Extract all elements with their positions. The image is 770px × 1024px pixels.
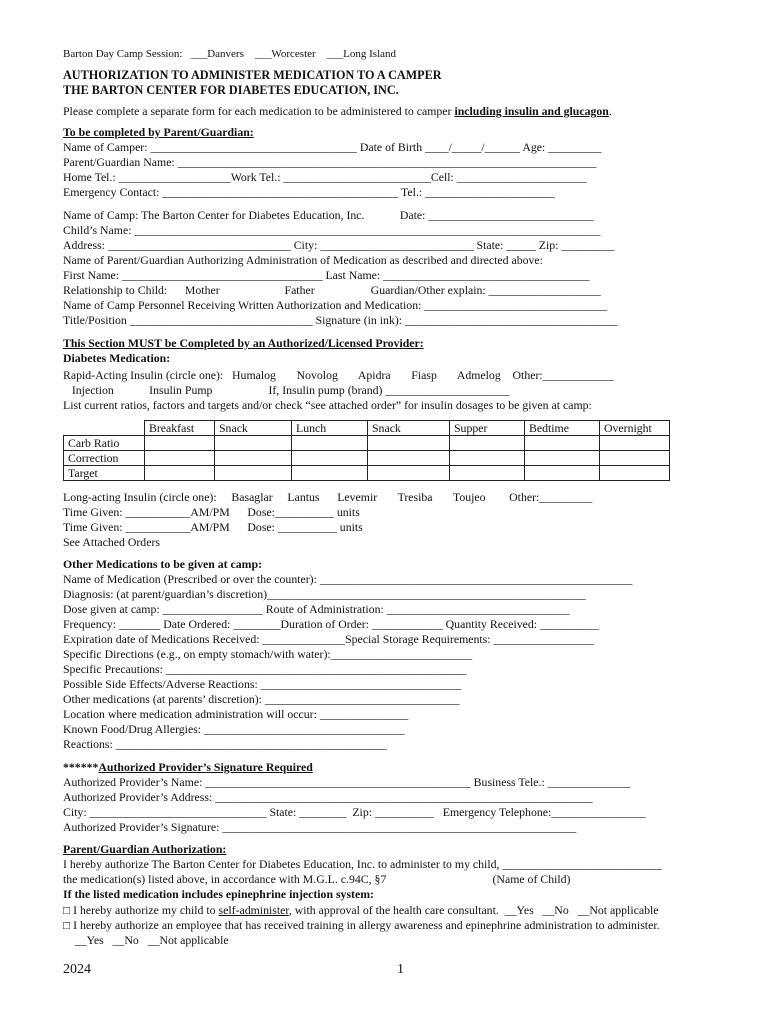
table-cell[interactable] bbox=[525, 451, 600, 466]
camper-name-line: Name of Camper: ___________________________________ Date of Birth ____/_____/______ Age: _________ bbox=[63, 140, 602, 154]
expiration-storage-line: Expiration date of Medications Received: ______________Special Storage Requirements: _________________ bbox=[63, 632, 594, 646]
child-name-line: Child’s Name: _______________________________________________________________________________ bbox=[63, 223, 601, 237]
diabetes-medication-header: Diabetes Medication: bbox=[63, 351, 171, 365]
employee-administer-option[interactable]: □ I hereby authorize an employee that has received training in allergy awareness and epinephrine administration to administer. bbox=[63, 918, 660, 932]
table-cell[interactable] bbox=[292, 451, 368, 466]
parent-section-header: To be completed by Parent/Guardian: bbox=[63, 125, 254, 139]
parent-name-line: Parent/Guardian Name: _______________________________________________________________________ bbox=[63, 155, 597, 169]
intro-emphasis: including insulin and glucagon bbox=[454, 104, 609, 118]
first-last-name-line: First Name: __________________________________ Last Name: ___________________________________ bbox=[63, 268, 590, 282]
table-cell[interactable] bbox=[600, 436, 670, 451]
table-row bbox=[64, 436, 670, 451]
see-attached-orders: See Attached Orders bbox=[63, 535, 160, 549]
table-cell[interactable] bbox=[368, 466, 450, 481]
table-cell[interactable] bbox=[145, 436, 215, 451]
provider-section-header: This Section MUST be Completed by an Authorized/Licensed Provider: bbox=[63, 336, 424, 350]
authorization-line-1: I hereby authorize The Barton Center for Diabetes Education, Inc. to administer to my child, ___________________________ bbox=[63, 857, 662, 871]
allergies-line: Known Food/Drug Allergies: __________________________________ bbox=[63, 722, 405, 736]
table-cell[interactable] bbox=[215, 436, 292, 451]
table-cell[interactable] bbox=[600, 466, 670, 481]
provider-signature-line: Authorized Provider’s Signature: ____________________________________________________________ bbox=[63, 820, 577, 834]
col-header: Snack bbox=[215, 421, 292, 436]
table-corner bbox=[64, 421, 145, 436]
table-row bbox=[64, 466, 670, 481]
epinephrine-header: If the listed medication includes epinephrine injection system: bbox=[63, 887, 374, 901]
time-given-line-2: Time Given: ___________AM/PM Dose: __________ units bbox=[63, 520, 363, 534]
col-header: Supper bbox=[450, 421, 525, 436]
form-title-line2: THE BARTON CENTER FOR DIABETES EDUCATION, INC. bbox=[63, 83, 399, 97]
row-label: Carb Ratio bbox=[64, 436, 145, 451]
authorizing-parent-line: Name of Parent/Guardian Authorizing Administration of Medication as described and directed above: bbox=[63, 253, 543, 267]
table-cell[interactable] bbox=[292, 466, 368, 481]
signature-required-text: Authorized Provider’s Signature Required bbox=[98, 760, 313, 774]
authorization-line-2: the medication(s) listed above, in accordance with M.G.L. c.94C, §7 (Name of Child) bbox=[63, 872, 571, 886]
camp-name-line: Name of Camp: The Barton Center for Diabetes Education, Inc. Date: ____________________________ bbox=[63, 208, 594, 222]
reactions-line: Reactions: ______________________________________________ bbox=[63, 737, 388, 751]
col-header: Lunch bbox=[292, 421, 368, 436]
time-given-line-1: Time Given: ___________AM/PM Dose:__________ units bbox=[63, 505, 360, 519]
table-cell[interactable] bbox=[215, 451, 292, 466]
phone-line: Home Tel.: ___________________Work Tel.: _________________________Cell: ______________________ bbox=[63, 170, 587, 184]
address-line: Address: _______________________________ City: __________________________ State: _____ Zip: _________ bbox=[63, 238, 615, 252]
other-medications-header: Other Medications to be given at camp: bbox=[63, 557, 262, 571]
camp-personnel-line: Name of Camp Personnel Receiving Written Authorization and Medication: _______________________________ bbox=[63, 298, 608, 312]
footer-year: 2024 bbox=[63, 962, 91, 977]
row-label: Correction bbox=[64, 451, 145, 466]
diagnosis-line: Diagnosis: (at parent/guardian’s discretion)______________________________________________________ bbox=[63, 587, 586, 601]
injection-pump-line: Injection Insulin Pump If, Insulin pump (brand) _____________________ bbox=[63, 383, 510, 397]
long-acting-line: Long-acting Insulin (circle one): Basaglar Lantus Levemir Tresiba Toujeo Other:_________ bbox=[63, 490, 593, 504]
self-administer-option[interactable] bbox=[63, 903, 659, 917]
table-header-row bbox=[64, 421, 670, 436]
rapid-acting-line: Rapid-Acting Insulin (circle one): Humalog Novolog Apidra Fiasp Admelog Other:____________ bbox=[63, 368, 614, 382]
table-cell[interactable] bbox=[525, 436, 600, 451]
table-cell[interactable] bbox=[292, 436, 368, 451]
provider-city-line: City: ______________________________ State: ________ Zip: __________ Emergency Telephone:________________ bbox=[63, 805, 646, 819]
table-cell[interactable] bbox=[368, 451, 450, 466]
specific-directions-line: Specific Directions (e.g., on empty stomach/with water):________________________ bbox=[63, 647, 473, 661]
table-cell[interactable] bbox=[525, 466, 600, 481]
other-medications-line: Other medications (at parents’ discretion): _________________________________ bbox=[63, 692, 460, 706]
location-line: Location where medication administration will occur: _______________ bbox=[63, 707, 409, 721]
emergency-contact-line: Emergency Contact: ________________________________________ Tel.: ______________________ bbox=[63, 185, 555, 199]
frequency-line: Frequency: _______ Date Ordered: ________Duration of Order: ____________ Quantity Received: __________ bbox=[63, 617, 599, 631]
row-label: Target bbox=[64, 466, 145, 481]
signature-required-header bbox=[63, 760, 313, 774]
table-cell[interactable] bbox=[450, 451, 525, 466]
camp-session-line: Barton Day Camp Session: ___Danvers ___Worcester ___Long Island bbox=[63, 48, 397, 60]
page-number: 1 bbox=[397, 962, 404, 977]
intro-instruction bbox=[63, 104, 612, 118]
specific-precautions-line: Specific Precautions: ___________________________________________________ bbox=[63, 662, 467, 676]
table-cell[interactable] bbox=[450, 466, 525, 481]
relationship-line: Relationship to Child: Mother Father Guardian/Other explain: ___________________ bbox=[63, 283, 601, 297]
side-effects-line: Possible Side Effects/Adverse Reactions: __________________________________ bbox=[63, 677, 462, 691]
intro-text: Please complete a separate form for each medication to be administered to camper bbox=[63, 104, 455, 118]
self-administer-choices: , with approval of the health care consultant. __Yes __No __Not applicable bbox=[288, 903, 659, 917]
medication-name-line: Name of Medication (Prescribed or over the counter): _____________________________________________________ bbox=[63, 572, 633, 586]
asterisks: ****** bbox=[63, 760, 99, 774]
table-cell[interactable] bbox=[215, 466, 292, 481]
col-header: Overnight bbox=[600, 421, 670, 436]
intro-period: . bbox=[608, 104, 612, 118]
table-cell[interactable] bbox=[450, 436, 525, 451]
employee-administer-choices: __Yes __No __Not applicable bbox=[63, 933, 229, 947]
provider-name-line: Authorized Provider’s Name: _____________________________________________ Business Tele.: ______________ bbox=[63, 775, 631, 789]
parent-authorization-header: Parent/Guardian Authorization: bbox=[63, 842, 227, 856]
dose-route-line: Dose given at camp: _________________ Route of Administration: _______________________________ bbox=[63, 602, 570, 616]
ratios-instruction: List current ratios, factors and targets and/or check “see attached order” for insulin dosages to be given at camp: bbox=[63, 398, 592, 412]
table-row bbox=[64, 451, 670, 466]
table-cell[interactable] bbox=[368, 436, 450, 451]
table-cell[interactable] bbox=[600, 451, 670, 466]
provider-address-line: Authorized Provider’s Address: ________________________________________________________________ bbox=[63, 790, 593, 804]
form-title-line1: AUTHORIZATION TO ADMINISTER MEDICATION TO A CAMPER bbox=[63, 68, 442, 82]
self-administer-text: □ I hereby authorize my child to bbox=[63, 903, 219, 917]
col-header: Snack bbox=[368, 421, 450, 436]
col-header: Breakfast bbox=[145, 421, 215, 436]
col-header: Bedtime bbox=[525, 421, 600, 436]
self-administer-term: self-administer bbox=[218, 903, 289, 917]
table-cell[interactable] bbox=[145, 451, 215, 466]
table-cell[interactable] bbox=[145, 466, 215, 481]
title-signature-line: Title/Position _______________________________ Signature (in ink): ____________________________________ bbox=[63, 313, 618, 327]
insulin-dosage-table bbox=[63, 420, 670, 481]
